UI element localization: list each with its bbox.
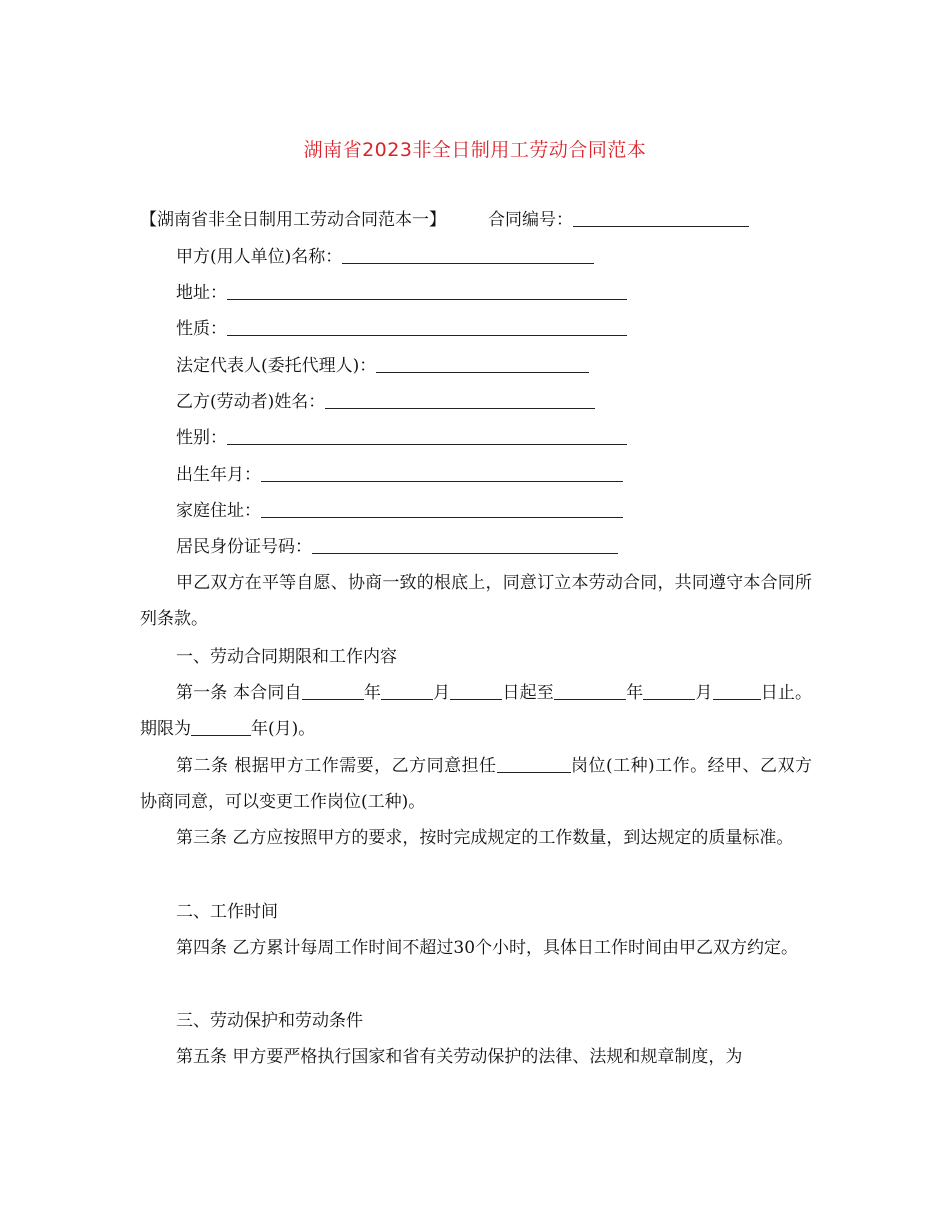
art1-blank[interactable] <box>713 683 761 700</box>
field-blank[interactable] <box>227 428 627 445</box>
article-1 <box>140 675 812 747</box>
art1-text: 年 <box>625 683 644 703</box>
section-label: 【湖南省非全日制用工劳动合同范本一】 <box>140 210 446 230</box>
document-title: 湖南省2023非全日制用工劳动合同范本 <box>303 139 647 161</box>
field-label: 性质： <box>176 319 227 339</box>
art1-text: 日止。期限为 <box>140 683 812 739</box>
contract-no-label: 合同编号： <box>488 210 573 230</box>
field-id-number <box>176 536 618 558</box>
art1-text: 日起至 <box>502 683 554 703</box>
field-blank[interactable] <box>325 392 595 409</box>
field-label: 法定代表人(委托代理人)： <box>176 356 377 376</box>
art1-blank[interactable] <box>643 683 695 700</box>
field-label: 乙方(劳动者)姓名： <box>176 392 326 412</box>
field-label: 居民身份证号码： <box>176 537 312 557</box>
article-4: 第四条 乙方累计每周工作时间不超过30个小时，具体日工作时间由甲乙双方约定。 <box>176 938 799 958</box>
contract-no-blank[interactable] <box>573 210 749 227</box>
section-2-heading: 二、工作时间 <box>176 902 278 922</box>
art1-text: 月 <box>695 683 713 703</box>
field-home-address <box>176 500 623 522</box>
field-nature <box>176 318 627 340</box>
field-blank[interactable] <box>376 356 589 373</box>
art2-text: 岗位(工种)工作。经甲、乙双方协商同意，可以变更工作岗位(工种)。 <box>140 756 812 812</box>
article-5: 第五条 甲方要严格执行国家和省有关劳动保护的法律、法规和规章制度，为 <box>176 1047 743 1067</box>
field-blank[interactable] <box>261 465 623 482</box>
section-1-heading: 一、劳动合同期限和工作内容 <box>176 647 397 667</box>
field-label: 出生年月： <box>176 465 261 485</box>
section-3-heading: 三、劳动保护和劳动条件 <box>176 1011 363 1031</box>
field-blank[interactable] <box>227 319 627 336</box>
art1-blank[interactable] <box>554 683 626 700</box>
field-label: 甲方(用人单位)名称： <box>176 247 343 267</box>
field-label: 家庭住址： <box>176 501 261 521</box>
field-blank[interactable] <box>312 537 618 554</box>
art1-blank[interactable] <box>450 683 502 700</box>
art1-text: 月 <box>432 683 451 703</box>
field-birth <box>176 464 623 486</box>
field-blank[interactable] <box>227 283 627 300</box>
art1-blank[interactable] <box>191 719 251 736</box>
art1-text: 第一条 本合同自 <box>176 683 302 703</box>
field-gender <box>176 427 627 449</box>
art1-text: 年 <box>363 683 381 703</box>
art1-blank[interactable] <box>302 683 364 700</box>
field-blank[interactable] <box>261 501 623 518</box>
art1-text: 年(月)。 <box>251 719 316 739</box>
art2-blank[interactable] <box>497 756 571 773</box>
section-label-row <box>140 209 749 231</box>
field-label: 地址： <box>176 283 227 303</box>
article-3: 第三条 乙方应按照甲方的要求，按时完成规定的工作数量，到达规定的质量标准。 <box>176 828 794 848</box>
intro-paragraph: 甲乙双方在平等自愿、协商一致的根底上，同意订立本劳动合同，共同遵守本合同所列条款。 <box>140 573 812 629</box>
field-blank[interactable] <box>342 247 594 264</box>
field-address <box>176 282 627 304</box>
art2-text: 第二条 根据甲方工作需要，乙方同意担任 <box>176 756 497 776</box>
field-party-b-name <box>176 391 595 413</box>
field-legal-rep <box>176 355 589 377</box>
field-party-a-name <box>176 246 594 268</box>
field-label: 性别： <box>176 428 227 448</box>
article-2 <box>140 748 812 820</box>
art1-blank[interactable] <box>381 683 433 700</box>
